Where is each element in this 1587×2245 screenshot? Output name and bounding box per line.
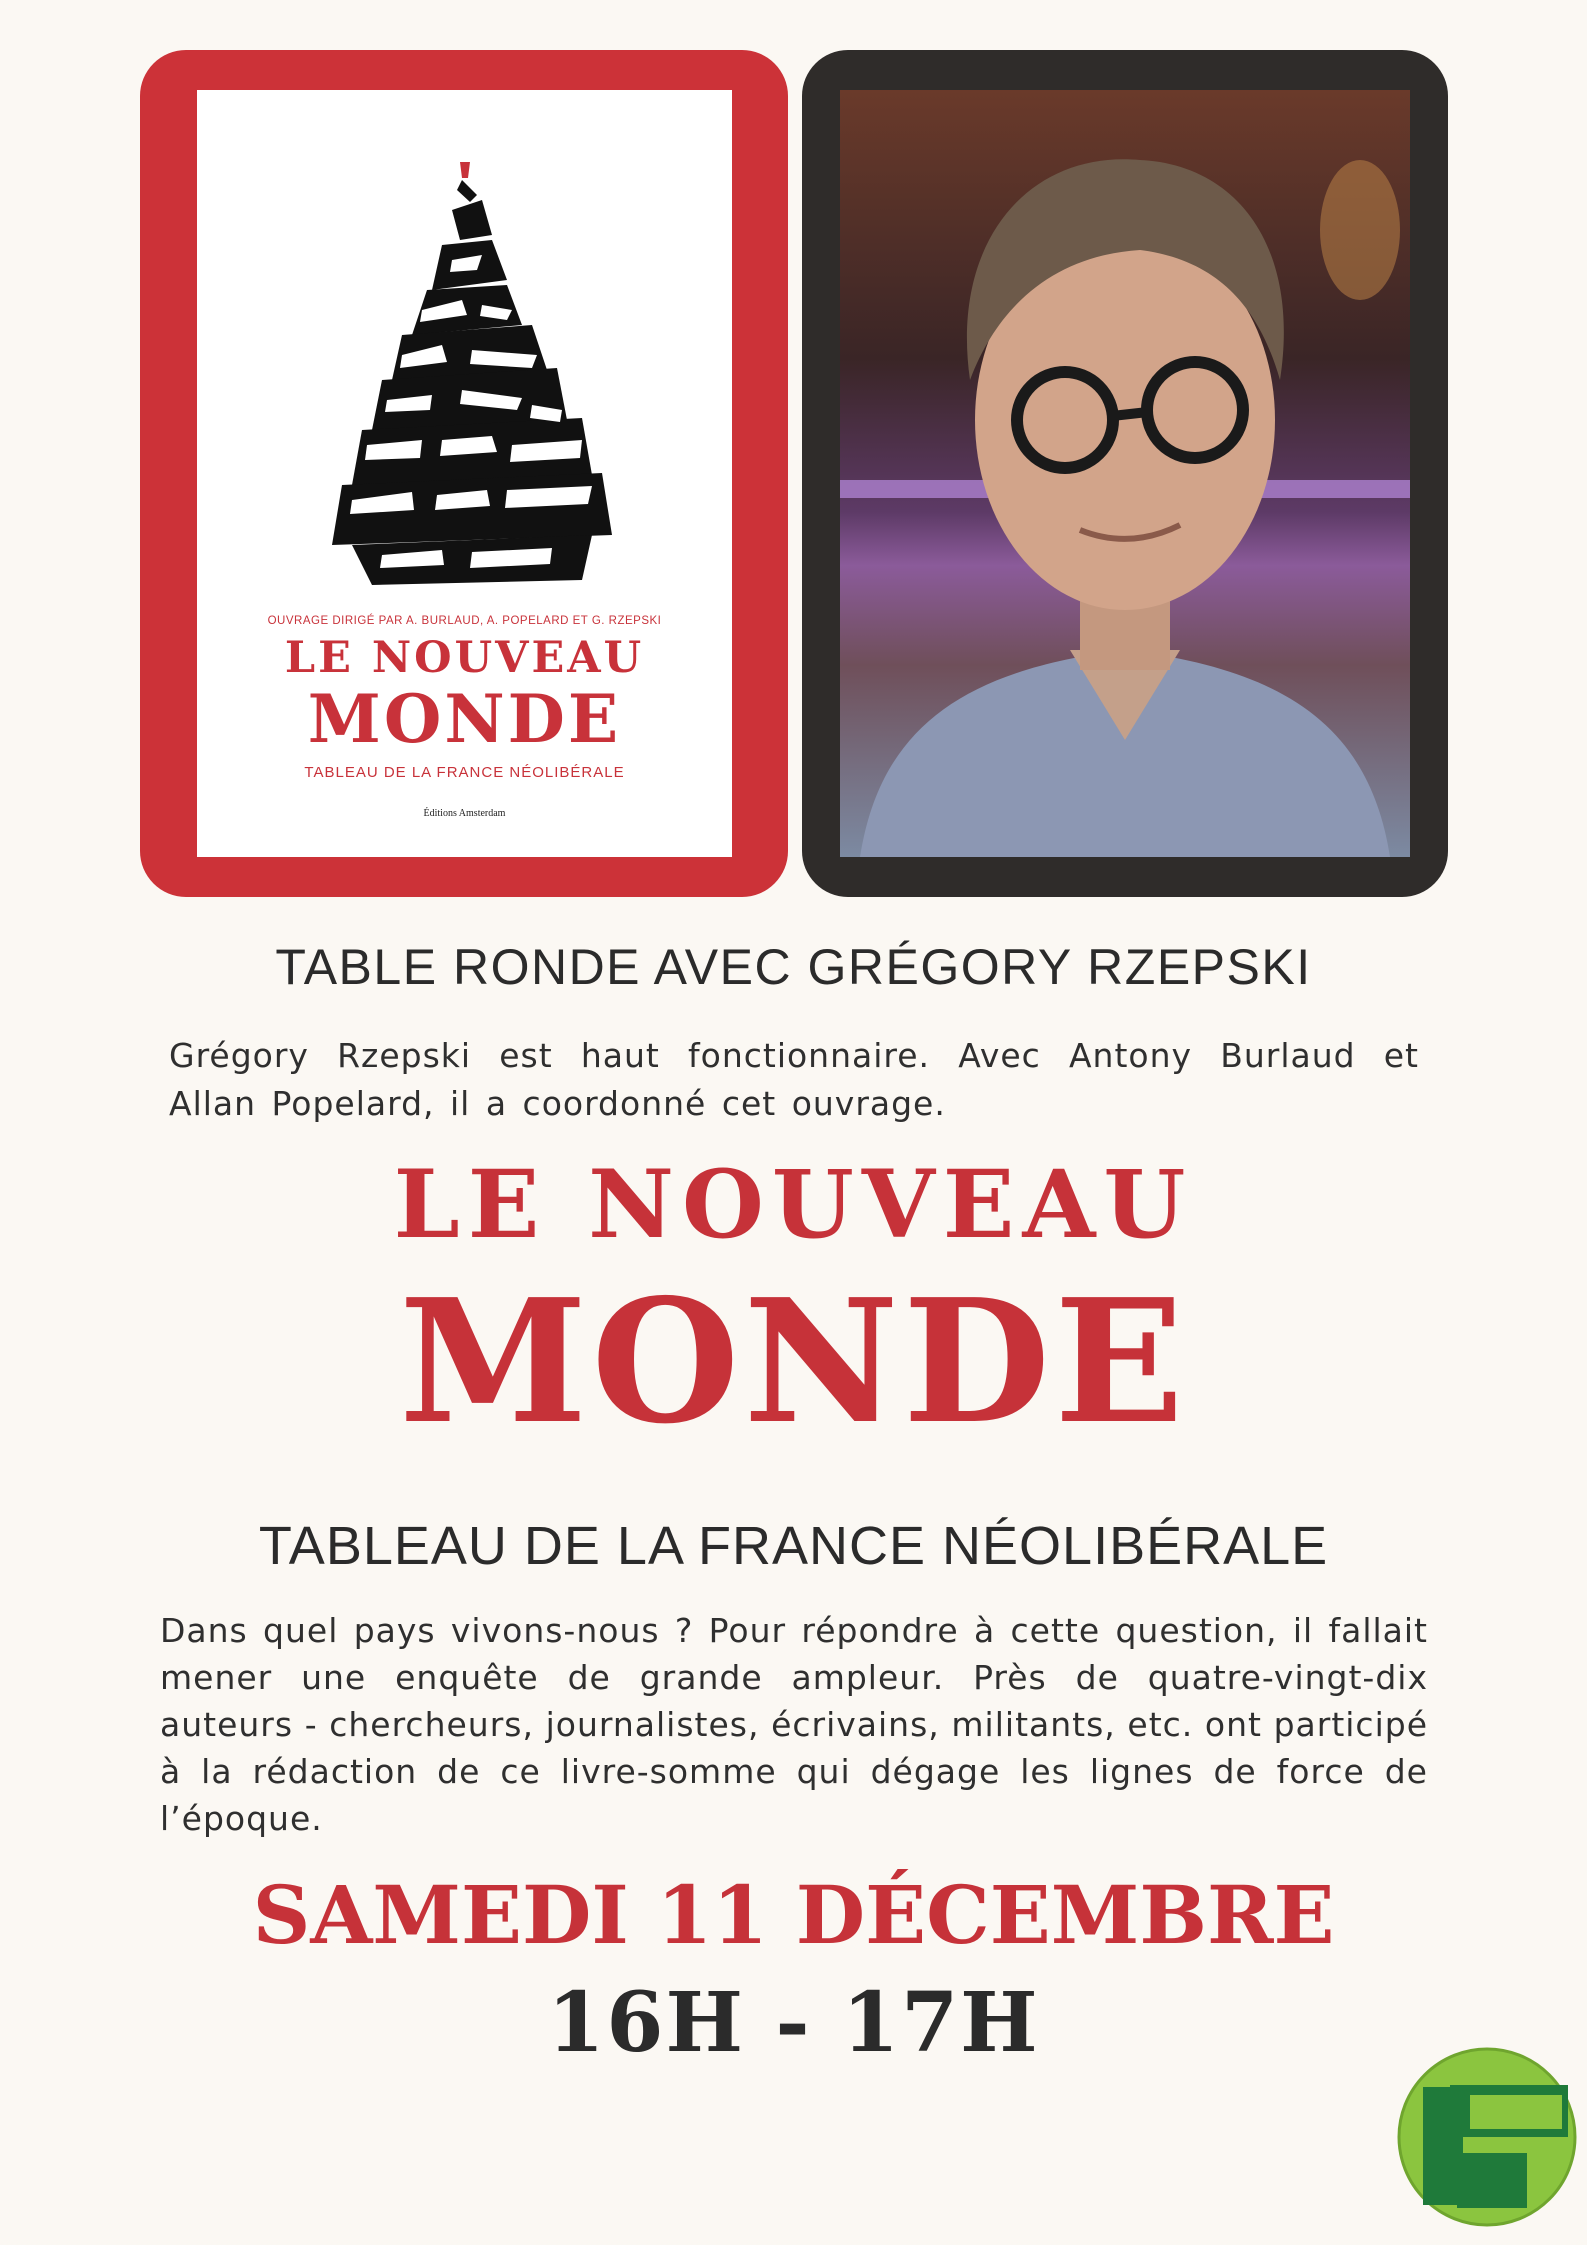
author-photo xyxy=(840,90,1410,857)
event-date: SAMEDI 11 DÉCEMBRE xyxy=(252,1868,1335,1962)
cover-subtitle: TABLEAU DE LA FRANCE NÉOLIBÉRALE xyxy=(304,764,625,781)
cover-title-line2: MONDE xyxy=(307,680,622,758)
cover-credit: OUVRAGE DIRIGÉ PAR A. BURLAUD, A. POPELARD ET G. RZEPSKI xyxy=(267,615,662,627)
book-subtitle: TABLEAU DE LA FRANCE NÉOLIBÉRALE xyxy=(258,1516,1329,1576)
book-description: Dans quel pays vivons-nous ? Pour répondre à cette question, il fallait mener une enquête de grande ampleur. Près de quatre-vingt-dix auteurs - chercheurs, journalistes, écrivains, militants, etc. ont participé à la rédaction de ce livre-somme qui dégage les lignes de force de l’époque. xyxy=(160,1611,1428,1838)
cover-illustration xyxy=(292,140,637,610)
book-cover xyxy=(197,90,732,857)
author-portrait-illustration xyxy=(840,90,1410,857)
book-title-line1: LE NOUVEAU xyxy=(393,1150,1194,1260)
event-time: 16H - 17H xyxy=(547,1975,1040,2071)
cover-publisher: Éditions Amsterdam xyxy=(423,808,506,819)
bookstore-logo xyxy=(1395,2045,1580,2230)
event-heading: TABLE RONDE AVEC GRÉGORY RZEPSKI xyxy=(275,939,1312,995)
author-intro: Grégory Rzepski est haut fonctionnaire. Avec Antony Burlaud et Allan Popelard, il a coordonné cet ouvrage. xyxy=(169,1036,1419,1123)
book-title-line2: MONDE xyxy=(399,1262,1188,1462)
cover-title-line1: LE NOUVEAU xyxy=(284,633,645,683)
